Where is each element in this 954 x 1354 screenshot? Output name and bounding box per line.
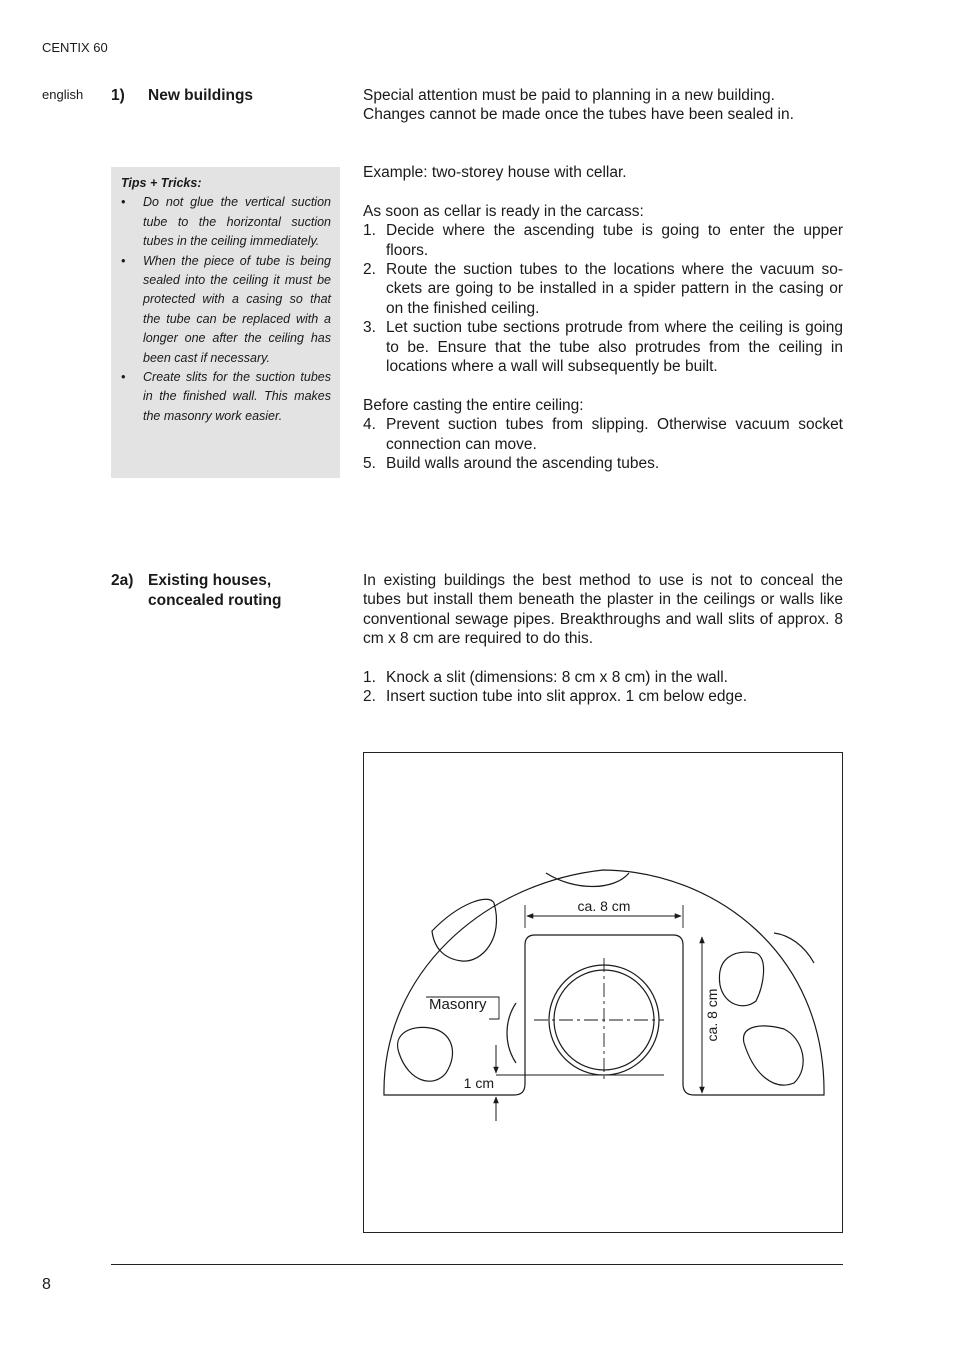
list-item: 1. Knock a slit (dimensions: 8 cm x 8 cm) in the wall. <box>363 669 728 687</box>
section-1-steps-a <box>363 221 843 376</box>
section-1-casting-intro: Before casting the entire ceiling: <box>363 396 584 414</box>
list-item: 4. Prevent suction tubes from slipping. Otherwise vacuum socket connection can move. <box>363 416 843 453</box>
masonry-label: Masonry <box>429 996 487 1013</box>
width-label: ca. 8 cm <box>577 898 631 914</box>
tips-box <box>111 167 340 478</box>
wall-slit-figure <box>363 752 843 1233</box>
bullet-icon: • <box>121 370 126 385</box>
section-2a-number: 2a) <box>111 572 134 589</box>
tips-title: Tips + Tricks: <box>121 176 202 190</box>
section-2a-title-line2: concealed routing <box>148 591 282 609</box>
list-item: 2. Insert suction tube into slit approx. 1 cm below edge. <box>363 688 748 706</box>
tip-item: • Do not glue the vertical suction tube to the horizontal suction tubes in the ceiling immediately. <box>121 193 331 251</box>
section-2a-body <box>363 571 843 707</box>
section-1-steps-b <box>363 415 843 473</box>
bullet-icon: • <box>121 253 126 268</box>
tips-list <box>121 193 331 426</box>
section-1-cellar-intro: As soon as cellar is ready in the carcass: <box>363 202 644 220</box>
list-item: 1. Decide where the ascending tube is going to enter the upper floors. <box>363 222 843 259</box>
section-2a-title-line1: Existing houses, <box>148 572 272 589</box>
tip-item: • When the piece of tube is being sealed into the ceiling it must be protected with a casing so that the tube can be replaced with a longer one after the ceiling has been cast if necessary. <box>121 252 331 368</box>
section-2a-heading <box>111 571 282 610</box>
section-1-heading <box>111 86 253 106</box>
section-1-steps-block <box>363 163 843 473</box>
height-label: ca. 8 cm <box>704 988 720 1042</box>
footer-rule <box>111 1264 843 1265</box>
language-label: english <box>42 87 84 102</box>
document-header: CENTIX 60 <box>42 40 108 55</box>
section-1-title: New buildings <box>148 87 254 104</box>
section-2a-steps <box>363 668 843 707</box>
list-item: 5. Build walls around the ascending tubes. <box>363 455 660 473</box>
tip-item: • Create slits for the suction tubes in the finished wall. This makes the masonry work easier. <box>121 368 331 426</box>
list-item: 3. Let suction tube sections protrude from where the ceiling is going to be. Ensure that the tube also protrudes from the ceiling in locations where a wall will subsequently be built. <box>363 319 843 376</box>
wall-slit-diagram <box>364 753 844 1234</box>
section-1-intro-line1: Special attention must be paid to planning in a new building. <box>363 87 775 104</box>
section-1-body <box>363 86 843 125</box>
depth-label: 1 cm <box>463 1075 494 1091</box>
section-1-example: Example: two-storey house with cellar. <box>363 164 627 181</box>
bullet-icon: • <box>121 195 126 210</box>
section-2a-paragraph: In existing buildings the best method to use is not to conceal the tubes but install them beneath the plaster in the ceilings or walls like conventional sewage pipes. Breakthroughs and wall slits of approx. 8 cm x 8 cm are required to do this. <box>363 572 843 648</box>
section-1-number: 1) <box>111 87 125 104</box>
section-1-intro-line2: Changes cannot be made once the tubes have been sealed in. <box>363 106 794 124</box>
list-item: 2. Route the suction tubes to the locations where the vacuum sockets are going to be installed in a spider pattern in the casing or on the finished ceiling. <box>363 261 843 317</box>
page-number: 8 <box>42 1276 51 1293</box>
